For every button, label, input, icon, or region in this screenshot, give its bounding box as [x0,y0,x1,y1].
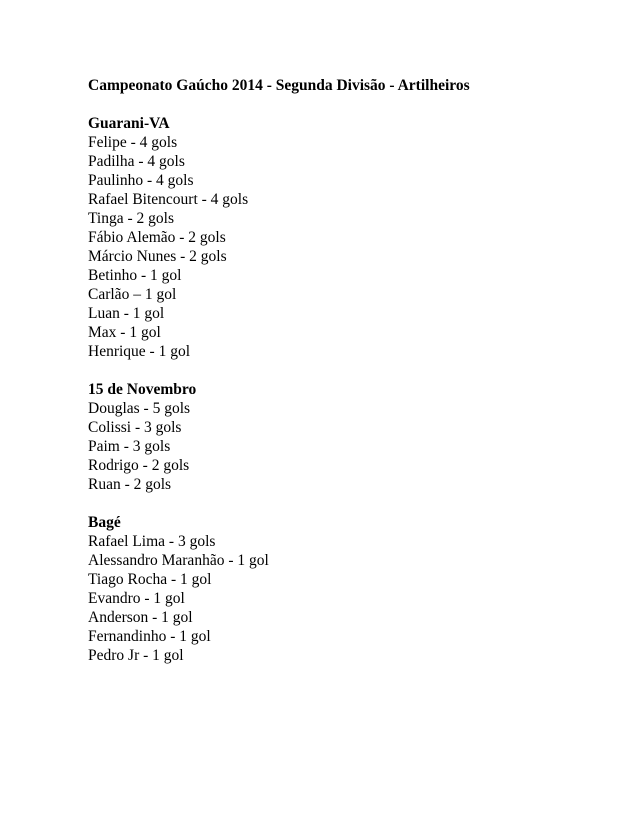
team-name: Bagé [88,514,121,531]
scorer-entry: Rafael Lima - 3 gols [88,533,216,550]
scorer-entry: Pedro Jr - 1 gol [88,647,184,664]
scorer-entry: Fernandinho - 1 gol [88,628,211,645]
team-name: 15 de Novembro [88,381,197,398]
scorer-entry: Rafael Bitencourt - 4 gols [88,191,249,208]
scorer-entry: Anderson - 1 gol [88,609,193,626]
scorer-entry: Fábio Alemão - 2 gols [88,229,226,246]
scorer-entry: Betinho - 1 gol [88,267,182,284]
scorer-entry: Alessandro Maranhão - 1 gol [88,552,269,569]
scorer-entry: Paim - 3 gols [88,438,171,455]
scorer-list [88,133,608,361]
scorer-entry: Colissi - 3 gols [88,419,182,436]
scorer-entry: Tiago Rocha - 1 gol [88,571,212,588]
scorer-entry: Ruan - 2 gols [88,476,172,493]
scorer-entry: Márcio Nunes - 2 gols [88,248,227,265]
scorer-entry: Paulinho - 4 gols [88,172,194,189]
team-section [88,114,608,361]
scorer-entry: Max - 1 gol [88,324,161,341]
team-sections [88,114,608,665]
scorer-entry: Carlão – 1 gol [88,286,177,303]
document-title: Campeonato Gaúcho 2014 - Segunda Divisão - Artilheiros [88,77,470,94]
team-name: Guarani-VA [88,115,170,132]
scorer-list [88,399,608,494]
team-section [88,380,608,494]
document-content [88,76,608,684]
scorer-entry: Henrique - 1 gol [88,343,191,360]
scorer-entry: Luan - 1 gol [88,305,165,322]
scorer-entry: Padilha - 4 gols [88,153,185,170]
scorer-entry: Tinga - 2 gols [88,210,174,227]
team-section [88,513,608,665]
scorer-entry: Evandro - 1 gol [88,590,185,607]
scorer-entry: Felipe - 4 gols [88,134,178,151]
scorer-entry: Douglas - 5 gols [88,400,191,417]
scorer-entry: Rodrigo - 2 gols [88,457,190,474]
scorer-list [88,532,608,665]
